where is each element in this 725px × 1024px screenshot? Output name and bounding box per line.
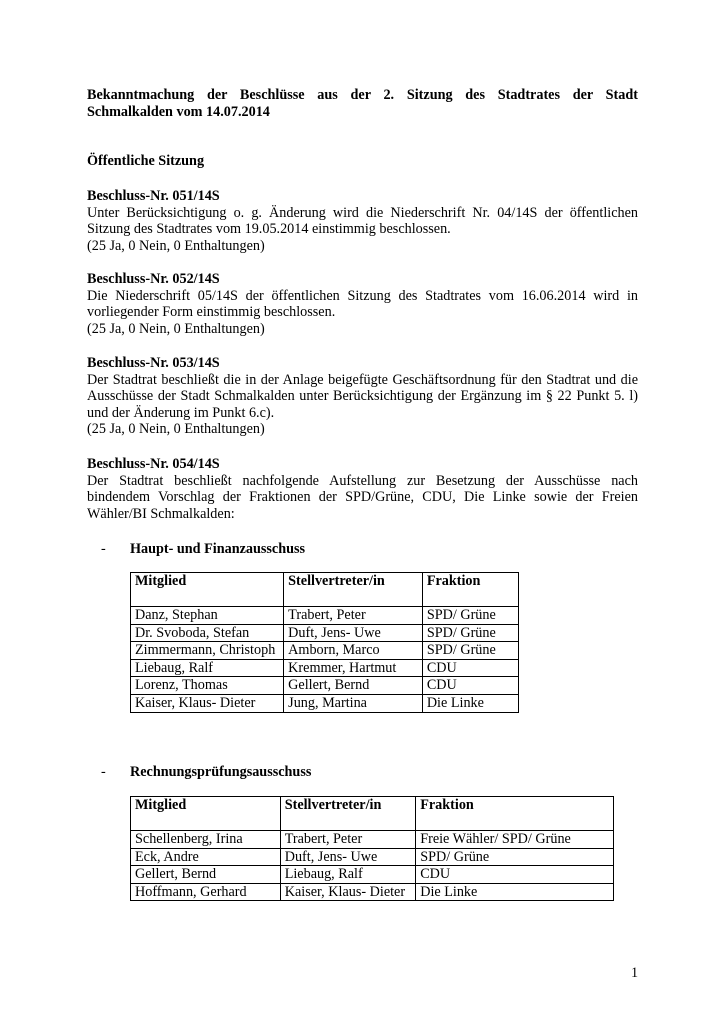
committee-heading-audit	[101, 764, 311, 781]
deputy-cell: Gellert, Bernd	[284, 677, 423, 695]
resolution-051	[87, 188, 638, 254]
member-cell: Hoffmann, Gerhard	[131, 883, 281, 901]
table-header-row	[131, 797, 614, 831]
page-number: 1	[631, 965, 639, 981]
list-dash: -	[101, 541, 106, 557]
resolution-052	[87, 271, 638, 337]
resolution-053	[87, 355, 638, 438]
table-row	[131, 694, 519, 712]
resolution-054	[87, 456, 638, 522]
faction-cell: CDU	[416, 866, 614, 884]
resolution-vote: (25 Ja, 0 Nein, 0 Enthaltungen)	[87, 237, 265, 254]
title-line-1: Bekanntmachung der Beschlüsse aus der 2. Sitzung des Stadtrates der Stadt	[87, 87, 638, 103]
table-header-row	[131, 573, 519, 607]
member-cell: Gellert, Bernd	[131, 866, 281, 884]
column-header: Fraktion	[416, 797, 614, 831]
member-cell: Dr. Svoboda, Stefan	[131, 624, 284, 642]
resolution-text: Der Stadtrat beschließt nachfolgende Aufstellung zur Besetzung der Ausschüsse nach bindendem Vorschlag der Fraktionen der SPD/Grüne, CDU, Die Linke sowie der Freien Wähler/BI Schmalkalden:	[87, 472, 638, 522]
faction-cell: CDU	[422, 677, 518, 695]
resolution-number: Beschluss-Nr. 051/14S	[87, 188, 220, 204]
table-row	[131, 883, 614, 901]
member-cell: Eck, Andre	[131, 848, 281, 866]
table-row	[131, 677, 519, 695]
faction-cell: Freie Wähler/ SPD/ Grüne	[416, 831, 614, 849]
title-line-2: Schmalkalden vom 14.07.2014	[87, 103, 270, 120]
deputy-cell: Duft, Jens- Uwe	[280, 848, 416, 866]
column-header: Fraktion	[422, 573, 518, 607]
column-header: Mitglied	[131, 797, 281, 831]
deputy-cell: Trabert, Peter	[280, 831, 416, 849]
deputy-cell: Liebaug, Ralf	[280, 866, 416, 884]
table-row	[131, 659, 519, 677]
member-cell: Lorenz, Thomas	[131, 677, 284, 695]
committee-table-finance	[130, 572, 519, 713]
faction-cell: Die Linke	[422, 694, 518, 712]
resolution-number: Beschluss-Nr. 052/14S	[87, 271, 220, 287]
member-cell: Schellenberg, Irina	[131, 831, 281, 849]
faction-cell: Die Linke	[416, 883, 614, 901]
committee-heading-finance	[101, 541, 305, 558]
resolution-text: Der Stadtrat beschließt die in der Anlage beigefügte Geschäftsordnung für den Stadtrat und die Ausschüsse der Stadt Schmalkalden unter Berücksichtigung der Ergänzung im § 22 Punkt 5. l) und der Änderung im Punkt 6.c).	[87, 371, 638, 421]
resolution-text: Unter Berücksichtigung o. g. Änderung wird die Niederschrift Nr. 04/14S der öffentlichen Sitzung des Stadtrates vom 19.05.2014 einstimmig beschlossen.	[87, 204, 638, 238]
deputy-cell: Duft, Jens- Uwe	[284, 624, 423, 642]
document-title	[87, 87, 638, 120]
column-header: Stellvertreter/in	[284, 573, 423, 607]
faction-cell: CDU	[422, 659, 518, 677]
deputy-cell: Jung, Martina	[284, 694, 423, 712]
member-cell: Danz, Stephan	[131, 607, 284, 625]
deputy-cell: Kremmer, Hartmut	[284, 659, 423, 677]
resolution-number: Beschluss-Nr. 054/14S	[87, 456, 220, 472]
resolution-vote: (25 Ja, 0 Nein, 0 Enthaltungen)	[87, 421, 265, 438]
table-row	[131, 642, 519, 660]
deputy-cell: Trabert, Peter	[284, 607, 423, 625]
faction-cell: SPD/ Grüne	[422, 607, 518, 625]
resolution-text: Die Niederschrift 05/14S der öffentlichen Sitzung des Stadtrates vom 16.06.2014 wird in vorliegender Form einstimmig beschlossen.	[87, 287, 638, 321]
table-row	[131, 831, 614, 849]
faction-cell: SPD/ Grüne	[422, 624, 518, 642]
resolution-number: Beschluss-Nr. 053/14S	[87, 355, 220, 371]
table-row	[131, 866, 614, 884]
committee-table-audit	[130, 796, 614, 901]
table-row	[131, 624, 519, 642]
table-row	[131, 607, 519, 625]
column-header: Mitglied	[131, 573, 284, 607]
deputy-cell: Kaiser, Klaus- Dieter	[280, 883, 416, 901]
committee-name: Haupt- und Finanzausschuss	[130, 541, 306, 557]
table-row	[131, 848, 614, 866]
member-cell: Zimmermann, Christoph	[131, 642, 284, 660]
deputy-cell: Amborn, Marco	[284, 642, 423, 660]
member-cell: Liebaug, Ralf	[131, 659, 284, 677]
session-heading: Öffentliche Sitzung	[87, 153, 205, 169]
faction-cell: SPD/ Grüne	[416, 848, 614, 866]
faction-cell: SPD/ Grüne	[422, 642, 518, 660]
committee-name: Rechnungsprüfungsausschuss	[130, 764, 312, 780]
resolution-vote: (25 Ja, 0 Nein, 0 Enthaltungen)	[87, 320, 265, 337]
member-cell: Kaiser, Klaus- Dieter	[131, 694, 284, 712]
column-header: Stellvertreter/in	[280, 797, 416, 831]
list-dash: -	[101, 764, 106, 780]
